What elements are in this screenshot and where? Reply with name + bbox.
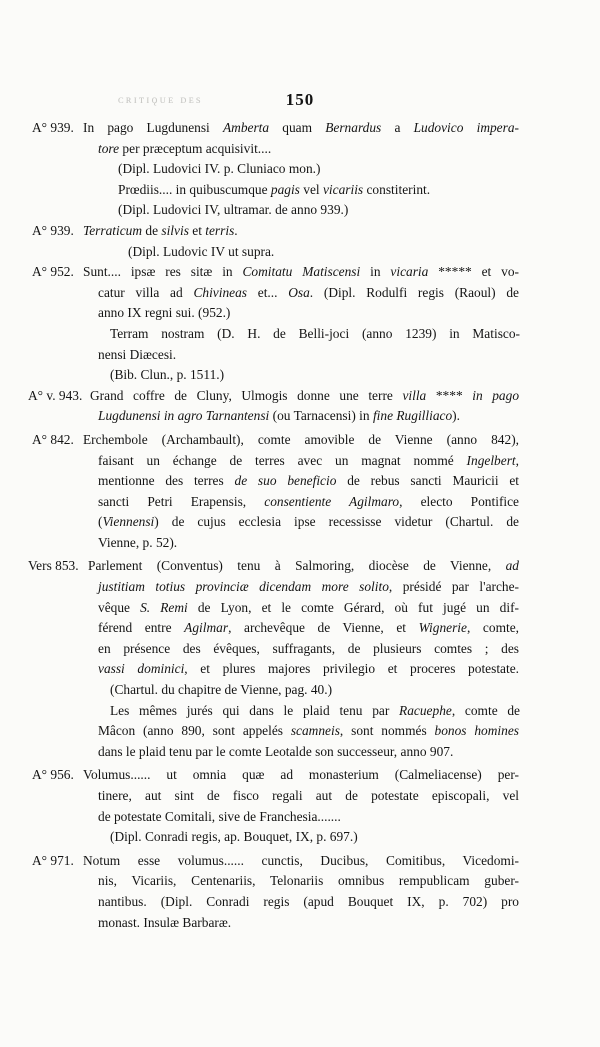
entry-line: Sunt.... ipsæ res sitæ in Comitatu Matiscensi in vicaria ***** et vo- bbox=[83, 264, 519, 280]
entry-line: Lugdunensi in agro Tarnantensi (ou Tarnacensi) in fine Rugilliaco). bbox=[98, 408, 460, 424]
entry-citation: (Chartul. du chapitre de Vienne, pag. 40.) bbox=[110, 682, 333, 698]
entry-line: férend entre Agilmar, archevêque de Vienne, et Wignerie, comte, bbox=[98, 620, 519, 636]
entry-year: A° 952. bbox=[32, 264, 74, 280]
entry-line: tore per præceptum acquisivit.... bbox=[98, 140, 272, 156]
entry-853 bbox=[0, 556, 600, 762]
entry-line: sancti Petri Erapensis, consentiente Agilmaro, electo Pontifice bbox=[98, 493, 520, 509]
entry-line: Mâcon (anno 890, sont appelés scamneis, sont nommés bonos homines bbox=[98, 723, 519, 739]
entry-line: (Viennensi) de cujus ecclesia ipse recessisse videtur (Chartul. de bbox=[98, 514, 519, 530]
entry-line: Grand coffre de Cluny, Ulmogis donne une terre villa **** in pago bbox=[90, 387, 520, 403]
entry-line: Vienne, p. 52). bbox=[98, 534, 178, 550]
entry-year: A° 939. bbox=[32, 120, 74, 135]
entry-971 bbox=[0, 851, 600, 933]
entry-citation: (Dipl. Ludovici IV. p. Cluniaco mon.) bbox=[118, 161, 321, 177]
entry-year: A° 971. bbox=[32, 852, 74, 868]
entry-842 bbox=[0, 430, 600, 554]
entry-citation: (Dipl. Conradi regis, ap. Bouquet, IX, p. 697.) bbox=[110, 829, 358, 845]
entry-line: Notum esse volumus...... cunctis, Ducibus, Comitibus, Vicedomi- bbox=[83, 852, 519, 868]
entry-line: Erchembole (Archambault), comte amovible de Vienne (anno 842), bbox=[83, 431, 519, 447]
entry-year: A° 939. bbox=[32, 222, 74, 238]
entry-943 bbox=[0, 386, 600, 427]
entry-line: mentionne des terres de suo beneficio de rebus sancti Mauricii et bbox=[98, 473, 520, 489]
entry-line: nensi Diæcesi. bbox=[98, 346, 177, 362]
entry-line: catur villa ad Chivineas et... Osa. (Dipl. Rodulfi regis (Raoul) de bbox=[98, 284, 519, 300]
entry-year: Vers 853. bbox=[28, 558, 79, 574]
entry-line: In pago Lugdunensi Amberta quam Bernardus a Ludovico impera- bbox=[83, 120, 519, 135]
entry-line: Les mêmes jurés qui dans le plaid tenu par Racuephe, comte de bbox=[110, 702, 520, 718]
entry-line: nis, Vicariis, Centenariis, Telonariis omnibus rempublicam guber- bbox=[98, 873, 519, 889]
entry-956 bbox=[0, 765, 600, 847]
entry-line: de potestate Comitali, sive de Franchesia....... bbox=[98, 808, 341, 824]
entry-line: vêque S. Remi de Lyon, et le comte Gérard, où fut jugé un dif- bbox=[98, 599, 519, 615]
entry-line: Volumus...... ut omnia quæ ad monasterium (Calmeliacense) per- bbox=[83, 767, 519, 783]
entry-939-b bbox=[0, 221, 600, 262]
entry-year: A° 956. bbox=[32, 767, 74, 783]
entry-line: anno IX regni sui. (952.) bbox=[98, 305, 231, 321]
entry-line: Prœdiis.... in quibuscumque pagis vel vicariis constiterint. bbox=[118, 181, 431, 197]
entry-line: justitiam totius provinciæ dicendam more solito, présidé par l'arche- bbox=[98, 579, 520, 595]
entry-line: nantibus. (Dipl. Conradi regis (apud Bouquet IX, p. 702) pro bbox=[98, 893, 519, 909]
entry-year: A° 842. bbox=[32, 431, 74, 447]
entry-line: Terram nostram (D. H. de Belli-joci (anno 1239) in Matisco- bbox=[110, 325, 520, 341]
bleed-through-text: ᴄʀɪᴛɪǫᴜᴇ ᴅᴇs bbox=[118, 92, 203, 106]
entry-line: en présence des évêques, suffragants, de plusieurs comtes ; des bbox=[98, 640, 519, 656]
entry-952 bbox=[0, 262, 600, 386]
entry-line: monast. Insulæ Barbaræ. bbox=[98, 914, 232, 930]
entry-line: Terraticum de silvis et terris. bbox=[83, 222, 238, 238]
entry-line: faisant un échange de terres avec un magnat nommé Ingelbert, bbox=[98, 452, 519, 468]
entry-line: tinere, aut sint de fisco regali aut de potestate episcopali, vel bbox=[98, 788, 519, 803]
entry-939-a bbox=[0, 118, 600, 221]
entry-citation: (Dipl. Ludovic IV ut supra. bbox=[128, 243, 275, 259]
page-body bbox=[0, 118, 600, 933]
entry-line: Parlement (Conventus) tenu à Salmoring, diocèse de Vienne, ad bbox=[88, 558, 519, 574]
page-number: 150 bbox=[285, 90, 315, 109]
entry-year: A° v. 943. bbox=[28, 387, 83, 403]
entry-line: vassi dominici, et plures majores privilegio et proceres potestate. bbox=[98, 661, 519, 677]
entry-citation: (Dipl. Ludovici IV, ultramar. de anno 939.) bbox=[118, 202, 349, 218]
entry-line: dans le plaid tenu par le comte Leotalde son successeur, anno 907. bbox=[98, 743, 454, 759]
entry-citation: (Bib. Clun., p. 1511.) bbox=[110, 367, 225, 383]
